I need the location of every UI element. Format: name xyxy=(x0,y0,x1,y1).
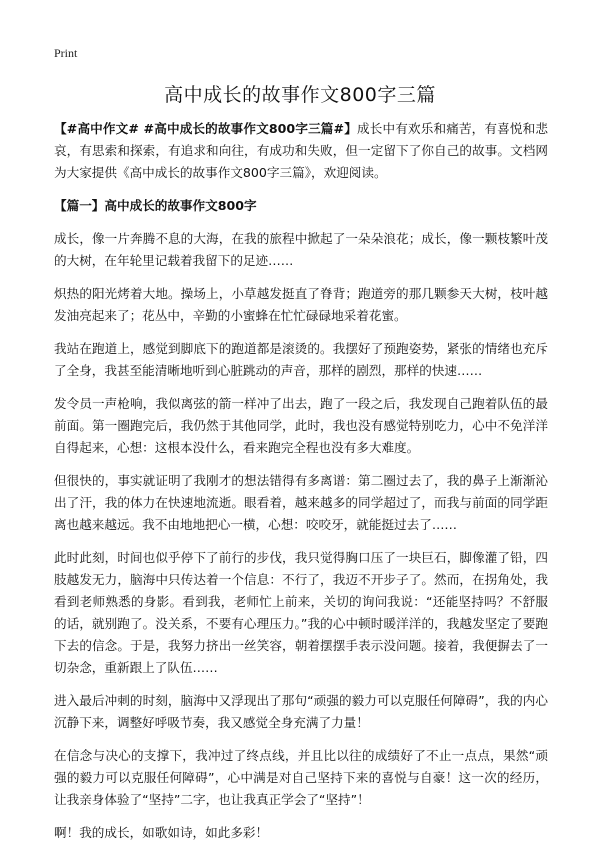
page-title: 高中成长的故事作文800字三篇 xyxy=(164,84,436,106)
paragraph: 发令员一声枪响，我似离弦的箭一样冲了出去，跑了一段之后，我发现自己跑着队伍的最前面。第一圈跑完后，我仍然于其他同学，此时，我也没有感觉特别吃力，心中不免洋洋自得起来，心想：这根本没什么，看来跑完全程也没有多大难度。 xyxy=(54,396,548,455)
paragraph: 但很快的，事实就证明了我刚才的想法错得有多离谱：第二圈过去了，我的鼻子上渐渐沁出了汗，我的体力在快速地流逝。眼看着，越来越多的同学超过了，而我与前面的同学距离也越来越远。我不由地地把心一横，心想：咬咬牙，就能挺过去了…… xyxy=(54,473,548,532)
paragraph: 成长，像一片奔腾不息的大海，在我的旅程中掀起了一朵朵浪花；成长，像一颗枝繁叶茂的大树，在年轮里记载着我留下的足迹…… xyxy=(54,231,548,268)
paragraph: 此时此刻，时间也似乎停下了前行的步伐，我只觉得胸口压了一块巨石，脚像灌了铅，四肢越发无力，脑海中只传达着一个信息：不行了，我迈不开步子了。然而，在拐角处，我看到老师熟悉的身影。看到我，老师忙上前来，关切的询问我说：“还能坚持吗？不舒服的话，就别跑了。没关系，不要有心理压力。”我的心中顿时暖洋洋的，我越发坚定了要跑下去的信念。于是，我努力挤出一丝笑容，朝着摆摆手表示没问题。接着，我便摒去了一切杂念，重新跟上了队伍…… xyxy=(54,550,548,675)
intro-paragraph xyxy=(54,118,548,184)
paragraph: 在信念与决心的支撑下，我冲过了终点线，并且比以往的成绩好了不止一点点，果然“顽强的毅力可以克服任何障碍”，心中满是对自己坚持下来的喜悦与自豪！这一次的经历，让我亲身体验了“坚持”二字，也让我真正学会了“坚持”！ xyxy=(54,748,548,807)
article-body xyxy=(54,118,548,855)
paragraph: 进入最后冲刺的时刻，脑海中又浮现出了那句“顽强的毅力可以克服任何障碍”，我的内心沉静下来，调整好呼吸节奏，我又感觉全身充满了力量！ xyxy=(54,693,548,730)
paragraph: 炽热的阳光烤着大地。操场上，小草越发挺直了脊背；跑道旁的那几颗参天大树，枝叶越发油亮起来了；花丛中，辛勤的小蜜蜂在忙忙碌碌地采着花蜜。 xyxy=(54,286,548,323)
print-link[interactable]: Print xyxy=(54,46,78,60)
intro-tag: 【#高中作文# #高中成长的故事作文800字三篇#】 xyxy=(54,121,357,136)
section-heading: 【篇一】高中成长的故事作文800字 xyxy=(54,198,257,213)
intro-text: 成长中有欢乐和痛苦，有喜悦和悲哀，有思索和探索，有追求和向往，有成功和失败，但一定留下了你自己的故事。文档网为大家提供《高中成长的故事作文800字三篇》，欢迎阅读。 xyxy=(54,121,548,180)
paragraph: 啊！我的成长，如歌如诗，如此多彩！ xyxy=(54,825,269,840)
paragraph: 我站在跑道上，感觉到脚底下的跑道都是滚烫的。我摆好了预跑姿势，紧张的情绪也充斥了全身，我甚至能清晰地听到心脏跳动的声音，那样的剧烈，那样的快速…… xyxy=(54,341,548,378)
